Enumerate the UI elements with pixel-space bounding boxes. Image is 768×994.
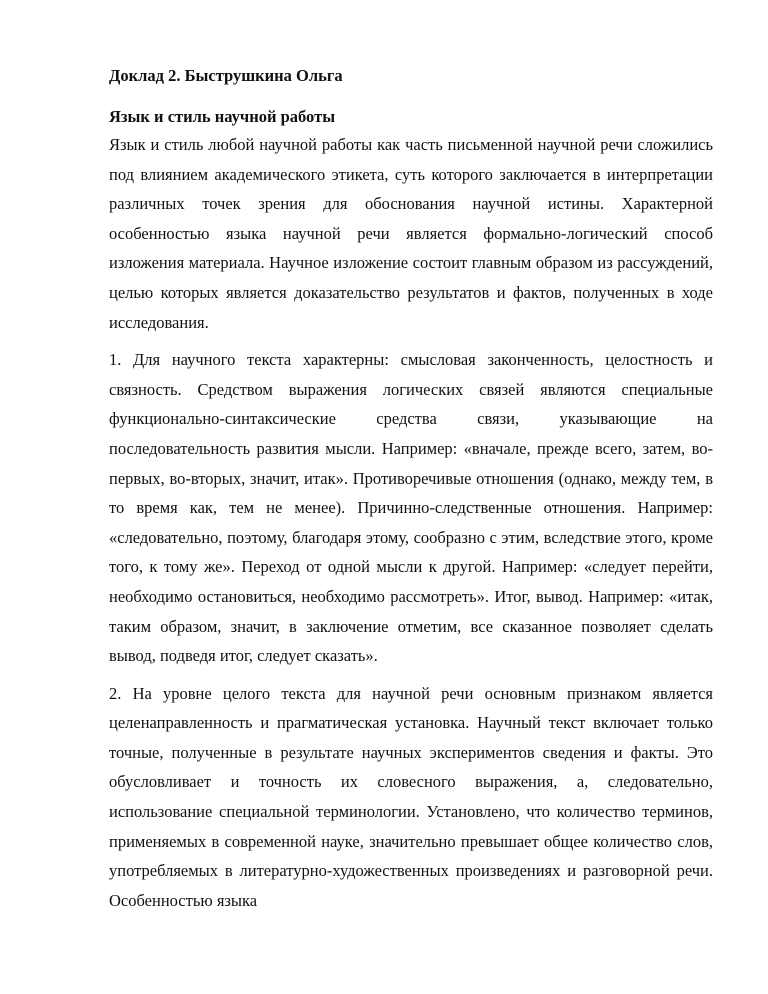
section-title: Язык и стиль научной работы <box>109 107 336 126</box>
document-body <box>109 62 713 915</box>
document-title: Доклад 2. Быструшкина Ольга <box>109 66 343 85</box>
paragraph-point-1: 1. Для научного текста характерны: смысловая законченность, целостность и связность. Средством выражения логических связей являются специальные функционально-синтаксические средства связи, указывающие на последовательность развития мысли. Например: «вначале, прежде всего, затем, во-первых, во-вторых, значит, итак». Противоречивые отношения (однако, между тем, в то время как, тем не менее). Причинно-следственные отношения. Например: «следовательно, поэтому, благодаря этому, сообразно с этим, вследствие этого, кроме того, к тому же». Переход от одной мысли к другой. Например: «следует перейти, необходимо остановиться, необходимо рассмотреть». Итог, вывод. Например: «итак, таким образом, значит, в заключение отметим, все сказанное позволяет сделать вывод, подведя итог, следует сказать». <box>109 350 713 666</box>
paragraph-point-2: 2. На уровне целого текста для научной речи основным признаком является целенаправленность и прагматическая установка. Научный текст включает только точные, полученные в результате научных экспериментов сведения и факты. Это обусловливает и точность их словесного выражения, а, следовательно, использование специальной терминологии. Установлено, что количество терминов, применяемых в современной науке, значительно превышает общее количество слов, употребляемых в литературно-художественных произведениях и разговорной речи. Особенностью языка <box>109 683 713 910</box>
paragraph-intro: Язык и стиль любой научной работы как часть письменной научной речи сложились под влиянием академического этикета, суть которого заключается в интерпретации различных точек зрения для обоснования научной истины. Характерной особенностью языка научной речи является формально-логический способ изложения материала. Научное изложение состоит главным образом из рассуждений, целью которых является доказательство результатов и фактов, полученных в ходе исследования. <box>109 135 713 332</box>
